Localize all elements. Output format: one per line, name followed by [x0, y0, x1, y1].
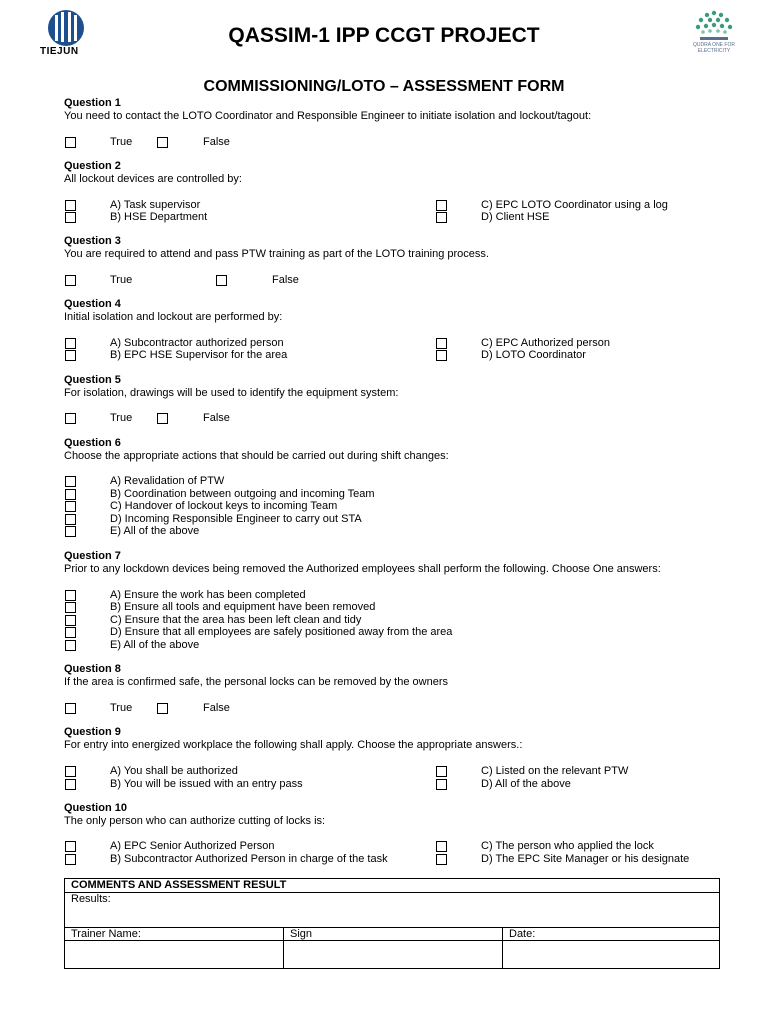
question-8: [64, 663, 744, 689]
answer-checkbox[interactable]: [157, 703, 168, 714]
option-d: D) Ensure that all employees are safely positioned away from the area: [110, 626, 453, 638]
question-text: For isolation, drawings will be used to identify the equipment system:: [64, 387, 399, 399]
question-title: Question 9: [64, 726, 121, 738]
answer-checkbox[interactable]: [436, 350, 447, 361]
answer-checkbox[interactable]: [436, 200, 447, 211]
question-9: [64, 726, 744, 752]
question-text: You need to contact the LOTO Coordinator and Responsible Engineer to initiate isolation and lockout/tagout:: [64, 110, 592, 122]
option-c: C) Ensure that the area has been left clean and tidy: [110, 614, 362, 626]
option-false: False: [203, 136, 230, 148]
question-text: You are required to attend and pass PTW training as part of the LOTO training process.: [64, 248, 489, 260]
answer-checkbox[interactable]: [65, 703, 76, 714]
option-c: C) The person who applied the lock: [481, 840, 654, 852]
option-c: C) EPC Authorized person: [481, 337, 611, 349]
question-title: Question 4: [64, 298, 121, 310]
question-text: All lockout devices are controlled by:: [64, 173, 242, 185]
answer-checkbox[interactable]: [436, 854, 447, 865]
answer-checkbox[interactable]: [436, 841, 447, 852]
results-heading: COMMENTS AND ASSESSMENT RESULT: [65, 879, 720, 893]
answer-checkbox[interactable]: [65, 766, 76, 777]
answer-checkbox[interactable]: [65, 627, 76, 638]
answer-checkbox[interactable]: [65, 212, 76, 223]
answer-checkbox[interactable]: [157, 413, 168, 424]
option-true: True: [110, 274, 133, 286]
question-text: The only person who can authorize cutting of locks is:: [64, 815, 326, 827]
question-10: [64, 802, 744, 828]
answer-checkbox[interactable]: [65, 350, 76, 361]
question-title: Question 1: [64, 97, 121, 109]
question-text: Initial isolation and lockout are performed by:: [64, 311, 283, 323]
question-text: For entry into energized workplace the following shall apply. Choose the appropriate answers.:: [64, 739, 523, 751]
option-e: E) All of the above: [110, 639, 200, 651]
question-text: Choose the appropriate actions that should be carried out during shift changes:: [64, 450, 449, 462]
answer-checkbox[interactable]: [65, 602, 76, 613]
option-b: B) EPC HSE Supervisor for the area: [110, 349, 288, 361]
answer-checkbox[interactable]: [65, 200, 76, 211]
option-a: A) EPC Senior Authorized Person: [110, 840, 275, 852]
right-logo-text: QUDRA ONE FOR ELECTRICITY: [693, 42, 735, 54]
answer-checkbox[interactable]: [157, 137, 168, 148]
option-c: C) Handover of lockout keys to incoming Team: [110, 500, 338, 512]
answer-checkbox[interactable]: [436, 338, 447, 349]
question-title: Question 2: [64, 160, 121, 172]
answer-checkbox[interactable]: [65, 476, 76, 487]
answer-checkbox[interactable]: [65, 489, 76, 500]
answer-checkbox[interactable]: [436, 212, 447, 223]
option-d: D) Client HSE: [481, 211, 550, 223]
date-label: Date:: [503, 928, 720, 941]
question-1: [64, 97, 744, 123]
answer-checkbox[interactable]: [65, 779, 76, 790]
option-false: False: [272, 274, 299, 286]
answer-checkbox[interactable]: [216, 275, 227, 286]
option-b: B) Coordination between outgoing and incoming Team: [110, 488, 375, 500]
option-a: A) Subcontractor authorized person: [110, 337, 284, 349]
option-d: D) All of the above: [481, 778, 571, 790]
left-logo-text: TIEJUN: [40, 46, 79, 57]
option-b: B) HSE Department: [110, 211, 208, 223]
option-a: A) Task supervisor: [110, 199, 201, 211]
sign-label: Sign: [284, 928, 503, 941]
option-d: D) Incoming Responsible Engineer to carry out STA: [110, 513, 362, 525]
question-2: [64, 160, 744, 186]
answer-checkbox[interactable]: [65, 275, 76, 286]
answer-checkbox[interactable]: [65, 501, 76, 512]
option-true: True: [110, 136, 133, 148]
results-field[interactable]: Results:: [65, 893, 720, 928]
option-a: A) You shall be authorized: [110, 765, 238, 777]
page-title: QASSIM-1 IPP CCGT PROJECT: [228, 24, 540, 47]
option-a: A) Ensure the work has been completed: [110, 589, 306, 601]
option-d: D) LOTO Coordinator: [481, 349, 586, 361]
question-title: Question 8: [64, 663, 121, 675]
question-title: Question 6: [64, 437, 121, 449]
question-title: Question 5: [64, 374, 121, 386]
trainer-name-label: Trainer Name:: [65, 928, 284, 941]
question-title: Question 3: [64, 235, 121, 247]
answer-checkbox[interactable]: [65, 854, 76, 865]
sign-field[interactable]: [284, 941, 503, 969]
answer-checkbox[interactable]: [436, 779, 447, 790]
option-b: B) Ensure all tools and equipment have been removed: [110, 601, 376, 613]
option-e: E) All of the above: [110, 525, 200, 537]
question-5: [64, 374, 744, 400]
question-title: Question 7: [64, 550, 121, 562]
answer-checkbox[interactable]: [65, 137, 76, 148]
answer-checkbox[interactable]: [65, 841, 76, 852]
answer-checkbox[interactable]: [65, 590, 76, 601]
answer-checkbox[interactable]: [65, 514, 76, 525]
option-false: False: [203, 412, 230, 424]
option-b: B) Subcontractor Authorized Person in charge of the task: [110, 853, 388, 865]
option-b: B) You will be issued with an entry pass: [110, 778, 303, 790]
answer-checkbox[interactable]: [65, 640, 76, 651]
assessment-result-table: [64, 878, 720, 969]
page-header: [0, 0, 768, 70]
question-4: [64, 298, 744, 324]
option-c: C) EPC LOTO Coordinator using a log: [481, 199, 668, 211]
answer-checkbox[interactable]: [65, 615, 76, 626]
option-false: False: [203, 702, 230, 714]
trainer-name-field[interactable]: [65, 941, 284, 969]
question-title: Question 10: [64, 802, 127, 814]
question-text: If the area is confirmed safe, the personal locks can be removed by the owners: [64, 676, 448, 688]
option-c: C) Listed on the relevant PTW: [481, 765, 629, 777]
date-field[interactable]: [503, 941, 720, 969]
option-d: D) The EPC Site Manager or his designate: [481, 853, 690, 865]
option-a: A) Revalidation of PTW: [110, 475, 225, 487]
question-6: [64, 437, 744, 463]
answer-checkbox[interactable]: [65, 526, 76, 537]
answer-checkbox[interactable]: [436, 766, 447, 777]
question-7: [64, 550, 744, 576]
answer-checkbox[interactable]: [65, 338, 76, 349]
option-true: True: [110, 412, 133, 424]
question-text: Prior to any lockdown devices being removed the Authorized employees shall perform the following. Choose One answers:: [64, 563, 661, 575]
option-true: True: [110, 702, 133, 714]
answer-checkbox[interactable]: [65, 413, 76, 424]
form-subtitle: COMMISSIONING/LOTO – ASSESSMENT FORM: [203, 78, 565, 95]
question-3: [64, 235, 744, 261]
